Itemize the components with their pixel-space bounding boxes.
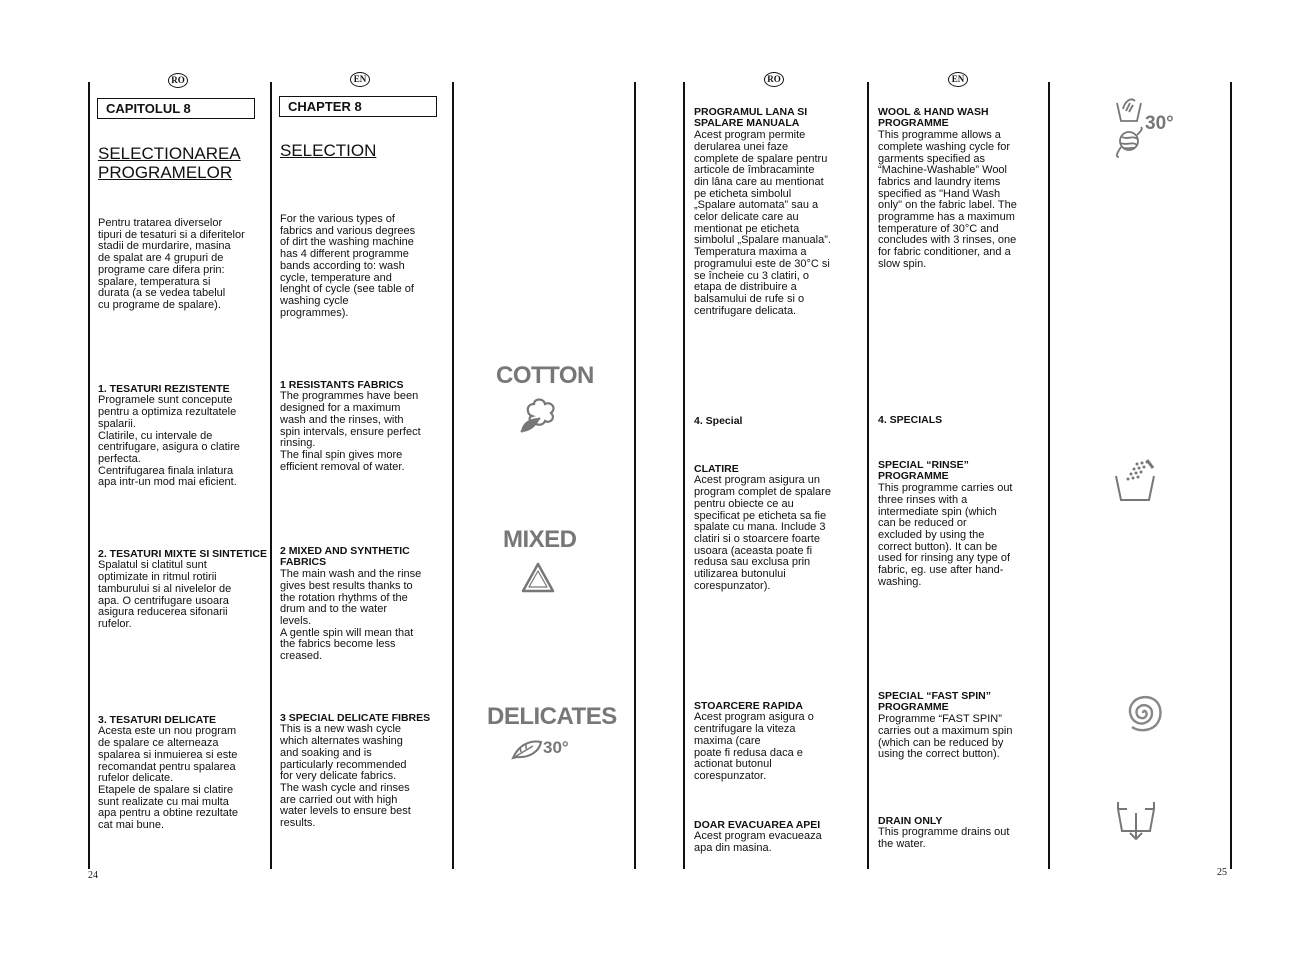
drain-body-ro: Acest program evacueaza apa din masina. (694, 830, 822, 855)
specials-title-en: 4. SPECIALS (878, 414, 943, 426)
group3-ro (98, 703, 238, 832)
language-badge-en: EN (350, 72, 370, 87)
fast-spin-body-en: Programme “FAST SPIN” carries out a maximum spin (which can be reduced by using the correct button). (878, 713, 1013, 761)
rinse-programme-en (878, 448, 1013, 588)
specials-heading-en (878, 415, 942, 427)
column-rule (867, 82, 869, 869)
specials-heading-ro (694, 416, 742, 428)
language-badge-en: EN (948, 72, 968, 87)
group3-body-en: This is a new wash cycle which alternates washing and soaking and is particularly recommended for very delicate fabrics. The wash cycle and rinses are carried out with high water levels to ensure best results. (280, 723, 411, 830)
group3-body-ro: Acesta este un nou program de spalare ce alterneaza spalarea si inmuierea si este recomandat pentru spalarea rufelor delicate. Etapele de spalare si clatire sunt realizate cu mai multa apa pentru a obtine rezultate cat mai bune. (98, 725, 239, 832)
fast-spin-heading-ro: STOARCERE RAPIDA (694, 699, 803, 712)
fast-spin-body-ro: Acest program asigura o centrifugare la viteza maxima (care poate fi redusa daca e actionat butonul corespunzator. (694, 711, 814, 782)
specials-title-ro: 4. Special (694, 415, 743, 427)
mixed-label: MIXED (503, 526, 577, 553)
delicate-feather-icon (511, 738, 543, 760)
column-rule (683, 82, 685, 869)
group3-heading-ro: 3. TESATURI DELICATE (98, 713, 217, 726)
fast-spin-programme-ro (694, 689, 814, 783)
fast-spin-programme-en (878, 679, 1013, 761)
drain-programme-en (878, 804, 1009, 851)
chapter-box-en: CHAPTER 8 (279, 96, 437, 117)
wool-programme-en (878, 95, 1017, 271)
cotton-label: COTTON (496, 362, 594, 389)
rinse-heading-ro: CLATIRE (694, 462, 739, 475)
drain-programme-ro (694, 808, 822, 855)
group2-heading-ro: 2. TESATURI MIXTE SI SINTETICE (98, 547, 267, 560)
delicates-label: DELICATES (487, 703, 617, 730)
rinse-programme-ro (694, 452, 831, 592)
mixed-triangle-icon (520, 560, 556, 596)
section-title-en: SELECTION (280, 141, 377, 160)
group2-en (280, 534, 421, 663)
group2-heading-en: 2 MIXED AND SYNTHETIC FABRICS (280, 544, 410, 569)
language-badge-ro: RO (168, 73, 188, 88)
delicates-temperature: 30° (543, 738, 569, 757)
group2-body-en: The main wash and the rinse gives best results thanks to the rotation rhythms of the drum and to the water levels. A gentle spin will mean that the fabrics become less creased. (280, 568, 422, 663)
drain-body-en: This programme drains out the water. (878, 826, 1010, 851)
drain-tub-icon (1115, 799, 1157, 841)
group1-heading-ro: 1. TESATURI REZISTENTE (98, 382, 230, 395)
wool-heading-ro: PROGRAMUL LANA SI SPALARE MANUALA (694, 105, 808, 130)
fast-spin-heading-en: SPECIAL “FAST SPIN” PROGRAMME (878, 689, 991, 714)
group1-en (280, 368, 421, 473)
group3-en (280, 701, 430, 830)
chapter-box-ro: CAPITOLUL 8 (97, 98, 255, 119)
rinse-body-ro: Acest program asigura un program complet de spalare pentru obiecte ce au specificat pe eticheta sa fie spalate cu mana. Include 3 clatiri si o stoarcere foarte usoara (aceasta poate fi redusa sau exclusa prin utilizarea butonului corespunzator). (694, 474, 831, 592)
cotton-flower-icon (518, 396, 564, 436)
rinse-body-en: This programme carries out three rinses with a intermediate spin (which can be reduced or excluded by using the correct button). It can be used for rinsing any type of fabric, eg. use after hand- washing. (878, 482, 1013, 588)
group2-body-ro: Spalatul si clatitul sunt optimizate in ritmul rotirii tamburului si al nivelelor de apa. O centrifugare usoara asigura reducerea sifonarii rufelor. (98, 559, 232, 630)
page-number-right: 25 (1217, 867, 1227, 878)
column-rule (452, 82, 454, 869)
rinse-heading-en: SPECIAL “RINSE” PROGRAMME (878, 458, 969, 483)
rinse-shower-icon (1113, 458, 1157, 504)
wool-temperature: 30° (1145, 113, 1174, 134)
drain-heading-en: DRAIN ONLY (878, 814, 943, 827)
group1-body-en: The programmes have been designed for a maximum wash and the rinses, with spin intervals, ensure perfect rinsing. The final spin gives more efficient removal of water. (280, 390, 421, 473)
wool-body-ro: Acest program permite derularea unei faze complete de spalare pentru articole de îmbracaminte din lâna care au mentionat pe eticheta simbolul „Spalare automata” sau a celor delicate care au mentionat pe eticheta simbolul „Spalare manuala”. Temperatura maxima a programului este de 30°C si se încheie cu 3 clatiri, o etapa de distribuire a balsamului de rufe si o centrifugare delicata. (694, 129, 831, 317)
column-rule (1048, 82, 1050, 869)
column-rule (634, 82, 636, 869)
section-title-ro: SELECTIONAREA PROGRAMELOR (98, 144, 241, 182)
intro-text-en: For the various types of fabrics and various degrees of dirt the washing machine has 4 different programme bands according to: wash cycle, temperature and lenght of cycle (see table of washing cycle programmes). (280, 213, 416, 319)
intro-text-ro: Pentru tratarea diverselor tipuri de tesaturi si a diferitelor stadii de murdarire, masina de spalat are 4 grupuri de programe care difera prin: spalare, temperatura si durata (a se vedea tabelul cu programe de spalare). (98, 217, 245, 311)
group2-ro (98, 537, 267, 631)
column-rule (270, 82, 272, 869)
group1-body-ro: Programele sunt concepute pentru a optimiza rezultatele spalarii. Clatirile, cu intervale de centrifugare, asigura o clatire perfecta. Centrifugarea finala inlatura apa intr-un mod mai eficient. (98, 394, 240, 489)
column-rule (88, 82, 90, 869)
group3-heading-en: 3 SPECIAL DELICATE FIBRES (280, 711, 431, 724)
wool-programme-ro (694, 95, 831, 317)
column-rule (1230, 82, 1232, 869)
drain-heading-ro: DOAR EVACUAREA APEI (694, 818, 821, 831)
hand-wash-wool-icon (1113, 95, 1145, 159)
wool-heading-en: WOOL & HAND WASH PROGRAMME (878, 105, 989, 130)
wool-body-en: This programme allows a complete washing cycle for garments specified as “Machine-Washable” Wool fabrics and laundry items specified as "Hand Wash only" on the fabric label. The programme has a maximum temperature of 30°C and concludes with 3 rinses, one for fabric conditioner, and a slow spin. (878, 129, 1017, 270)
group1-heading-en: 1 RESISTANTS FABRICS (280, 378, 404, 391)
page-number-left: 24 (88, 870, 98, 881)
group1-ro (98, 372, 240, 489)
language-badge-ro: RO (764, 72, 784, 87)
spin-spiral-icon (1121, 691, 1165, 735)
